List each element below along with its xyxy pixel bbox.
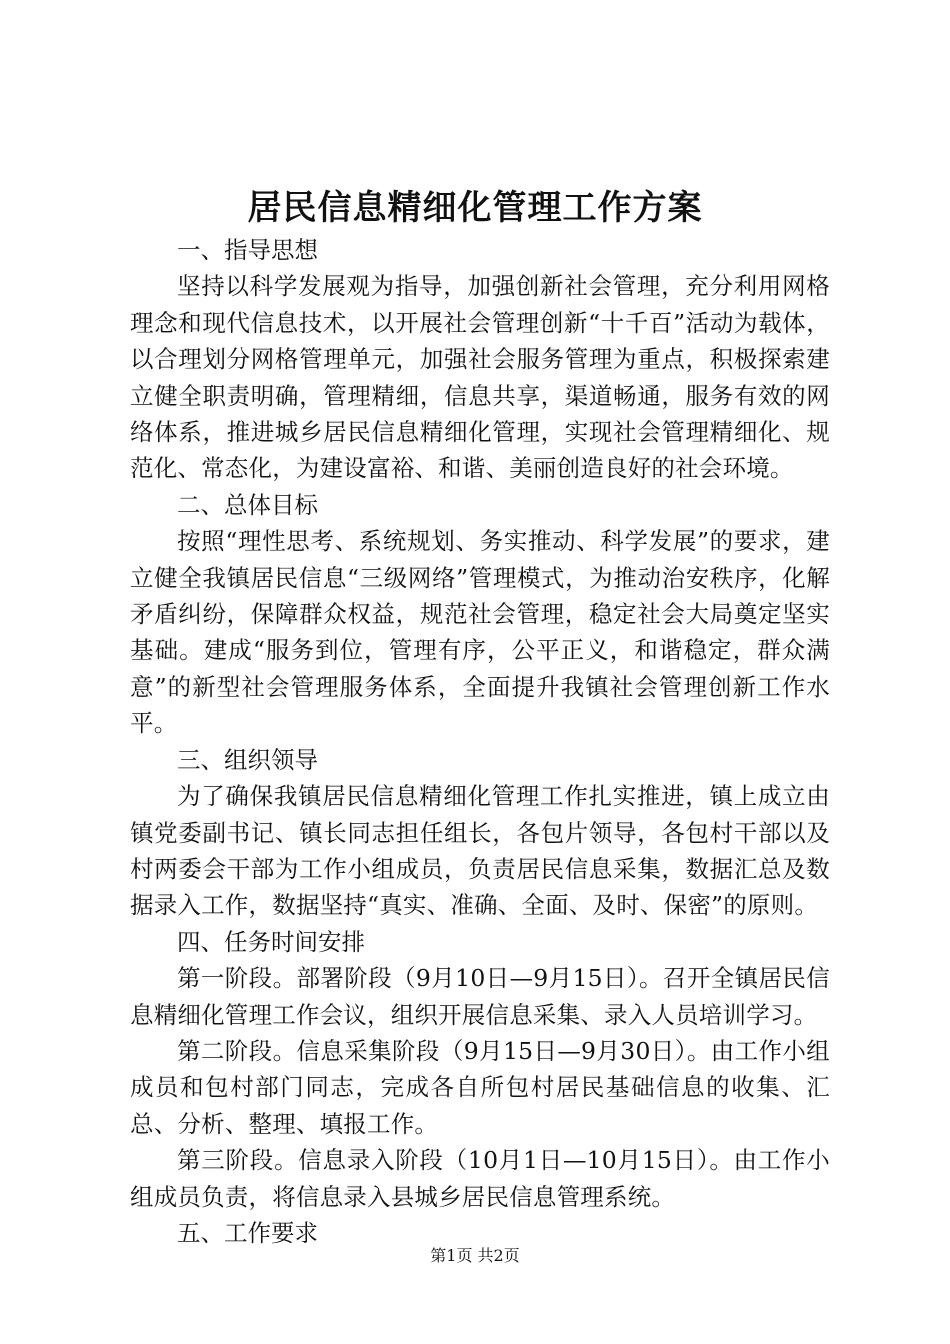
section-heading-guiding-ideology: 一、指导思想 — [177, 236, 318, 264]
paragraph-stage-three: 第三阶段。信息录入阶段（10月1日—10月15日）。由工作小组成员负责，将信息录入县城乡居民信息管理系统。 — [130, 1146, 830, 1211]
page-number-footer: 第1页 共2页 — [430, 1246, 520, 1265]
section-heading-organization: 三、组织领导 — [177, 745, 318, 774]
document-title: 居民信息精细化管理工作方案 — [247, 188, 703, 228]
paragraph-guiding-ideology: 坚持以科学发展观为指导，加强创新社会管理，充分利用网格理念和现代信息技术，以开展社会管理创新“十千百”活动为载体，以合理划分网格管理单元，加强社会服务管理为重点，积极探索建立健全职责明确，管理精细，信息共享，渠道畅通，服务有效的网络体系，推进城乡居民信息精细化管理，实现社会管理精细化、规范化、常态化，为建设富裕、和谐、美丽创造良好的社会环境。 — [130, 272, 830, 483]
section-heading-overall-goal: 二、总体目标 — [177, 490, 318, 519]
document-body — [130, 232, 830, 1251]
paragraph-overall-goal: 按照“理性思考、系统规划、务实推动、科学发展”的要求，建立健全我镇居民信息“三级网络”管理模式，为推动治安秩序，化解矛盾纠纷，保障群众权益，规范社会管理，稳定社会大局奠定坚实基础。建成“服务到位，管理有序，公平正义，和谐稳定，群众满意”的新型社会管理服务体系，全面提升我镇社会管理创新工作水平。 — [130, 527, 830, 738]
paragraph-stage-two: 第二阶段。信息采集阶段（9月15日—9月30日）。由工作小组成员和包村部门同志，完成各自所包村居民基础信息的收集、汇总、分析、整理、填报工作。 — [130, 1036, 830, 1138]
section-heading-requirements: 五、工作要求 — [177, 1218, 318, 1247]
paragraph-stage-one: 第一阶段。部署阶段（9月10日—9月15日）。召开全镇居民信息精细化管理工作会议，组织开展信息采集、录入人员培训学习。 — [130, 964, 830, 1029]
paragraph-organization: 为了确保我镇居民信息精细化管理工作扎实推进，镇上成立由镇党委副书记、镇长同志担任组长，各包片领导，各包村干部以及村两委会干部为工作小组成员，负责居民信息采集，数据汇总及数据录入工作，数据坚持“真实、准确、全面、及时、保密”的原则。 — [130, 782, 830, 920]
section-heading-schedule: 四、任务时间安排 — [177, 927, 365, 956]
